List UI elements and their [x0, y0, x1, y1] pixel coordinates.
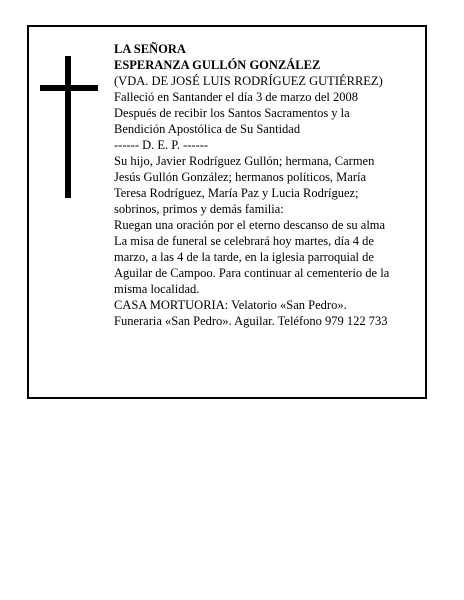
death-statement: Falleció en Santander el día 3 de marzo del 2008: [114, 90, 359, 104]
widow-of: (VDA. DE JOSÉ LUIS RODRÍGUEZ GUTIÉRREZ): [114, 74, 383, 88]
funeral-line: marzo, a las 4 de la tarde, en la iglesia parroquial de: [114, 250, 374, 264]
obituary-notice: [27, 25, 427, 399]
family-line: Su hijo, Javier Rodríguez Gullón; hermana, Carmen: [114, 154, 375, 168]
cross-icon: [40, 56, 98, 198]
funeral-house-line: CASA MORTUORIA: Velatorio «San Pedro».: [114, 298, 347, 312]
notice-text: [114, 41, 426, 329]
funeral-line: Aguilar de Campoo. Para continuar al cementerio de la: [114, 266, 390, 280]
cross-vertical-beam: [65, 56, 71, 198]
cross-horizontal-beam: [40, 85, 98, 91]
funeral-home-line: Funeraria «San Pedro». Aguilar. Teléfono 979 122 733: [114, 314, 388, 328]
deceased-name: ESPERANZA GULLÓN GONZÁLEZ: [114, 58, 321, 72]
rip-line: ------ D. E. P. ------: [114, 138, 209, 152]
prayer-line: Ruegan una oración por el eterno descanso de su alma: [114, 218, 386, 232]
notice-heading: LA SEÑORA: [114, 42, 186, 56]
family-line: sobrinos, primos y demás familia:: [114, 202, 284, 216]
funeral-line: La misa de funeral se celebrará hoy martes, día 4 de: [114, 234, 374, 248]
sacraments-line: Después de recibir los Santos Sacramentos y la: [114, 106, 350, 120]
family-line: Jesús Gullón González; hermanos políticos, María: [114, 170, 367, 184]
family-line: Teresa Rodríguez, María Paz y Lucia Rodríguez;: [114, 186, 359, 200]
funeral-line: misma localidad.: [114, 282, 200, 296]
sacraments-line: Bendición Apostólica de Su Santidad: [114, 122, 301, 136]
